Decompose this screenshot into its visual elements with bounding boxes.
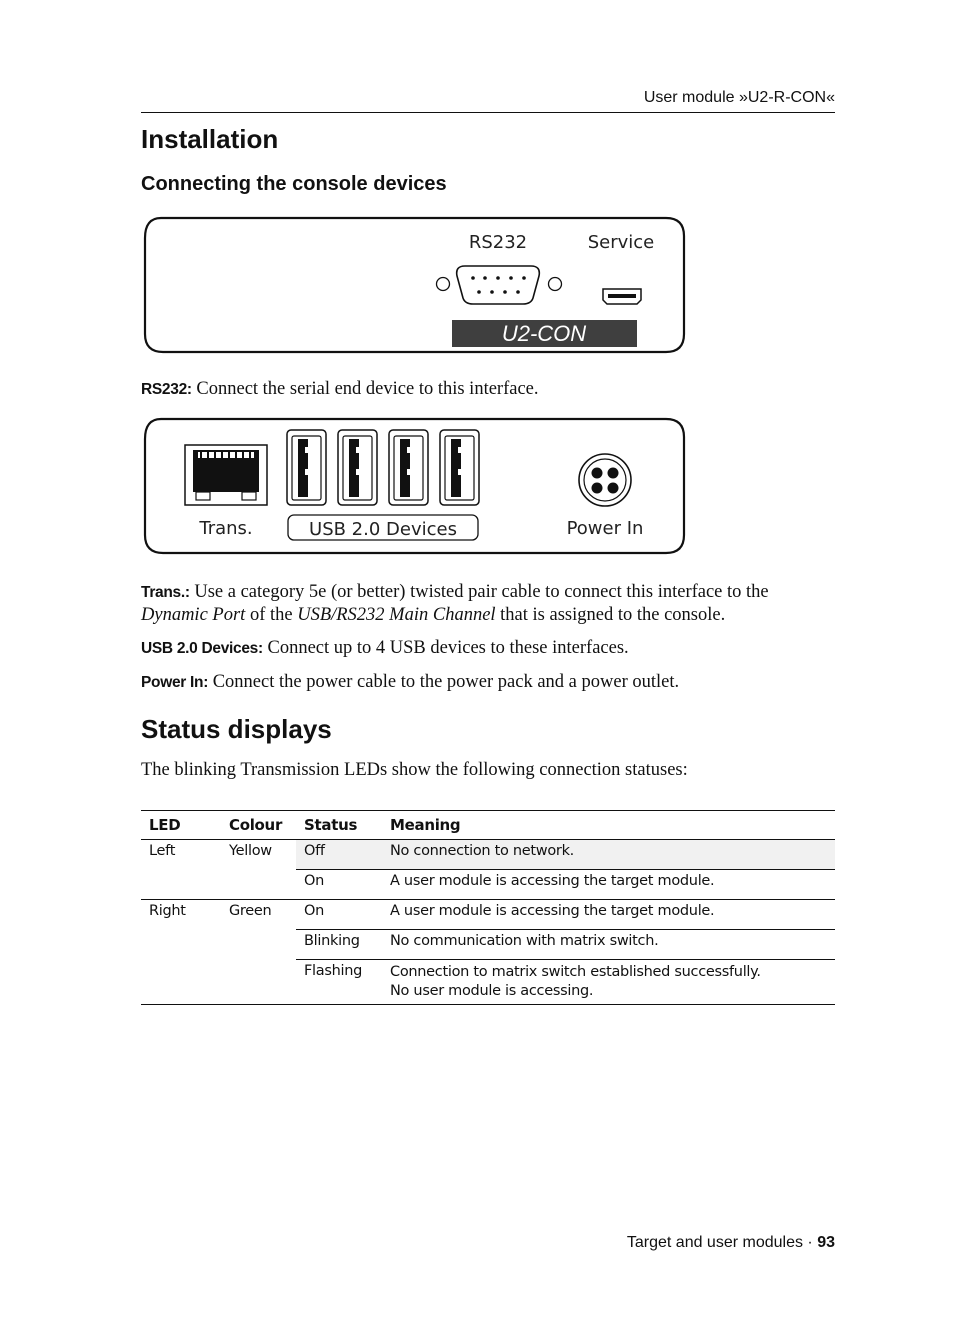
- status-cell: On: [296, 900, 382, 930]
- rs232-text: Connect the serial end device to this interface.: [191, 379, 539, 399]
- power-in-label: Power In: [566, 518, 644, 539]
- dynamic-port-term: Dynamic Port: [141, 605, 246, 625]
- meaning-line-2: No user module is accessing.: [390, 983, 594, 999]
- status-cell: Off: [296, 840, 382, 870]
- trans-description: [141, 581, 835, 626]
- usb-devices-label: USB 2.0 Devices: [309, 519, 457, 540]
- usb-ports-icon: [287, 430, 479, 505]
- header-rule: [141, 112, 835, 113]
- header-colour: Colour: [221, 811, 296, 840]
- power-term: Power In:: [141, 674, 209, 691]
- status-intro: The blinking Transmission LEDs show the following connection statuses:: [141, 760, 688, 780]
- meaning-cell: No connection to network.: [382, 840, 835, 870]
- header-meaning: Meaning: [382, 811, 835, 840]
- trans-label: Trans.: [199, 518, 253, 539]
- u2-con-label: U2-CON: [501, 321, 587, 346]
- table-header-row: [141, 811, 835, 840]
- led-left: Left: [141, 840, 221, 900]
- front-panel-diagram: [143, 216, 686, 356]
- status-cell: On: [296, 870, 382, 900]
- meaning-cell: A user module is accessing the target module.: [382, 900, 835, 930]
- rs232-term: RS232:: [141, 381, 192, 398]
- meaning-line-1: Connection to matrix switch established successfully.: [390, 964, 761, 980]
- power-text: Connect the power cable to the power pack and a power outlet.: [208, 672, 680, 692]
- rs232-port-icon: [437, 266, 562, 304]
- main-channel-term: USB/RS232 Main Channel: [297, 605, 496, 625]
- page-footer: [141, 1234, 835, 1252]
- meaning-cell: No communication with matrix switch.: [382, 930, 835, 960]
- section-heading-installation: Installation: [141, 124, 279, 154]
- power-in-connector-icon: [579, 454, 631, 506]
- trans-text-2: of the: [245, 605, 298, 625]
- colour-yellow: Yellow: [221, 840, 296, 900]
- trans-term: Trans.:: [141, 584, 190, 601]
- table-row: [141, 840, 835, 870]
- section-heading-status: Status displays: [141, 714, 332, 744]
- header-led: LED: [141, 811, 221, 840]
- service-label: Service: [587, 232, 655, 253]
- service-mini-usb-icon: [603, 289, 641, 304]
- rj45-port-icon: [185, 445, 267, 505]
- colour-green: Green: [221, 900, 296, 1005]
- led-right: Right: [141, 900, 221, 1005]
- rs232-label: RS232: [468, 232, 528, 253]
- status-cell: Blinking: [296, 930, 382, 960]
- power-description: [141, 671, 835, 694]
- trans-text-1: Use a category 5e (or better) twisted pair cable to connect this interface to the: [189, 582, 769, 602]
- usb-description: [141, 637, 835, 660]
- usb-term: USB 2.0 Devices:: [141, 640, 263, 657]
- usb-text: Connect up to 4 USB devices to these interfaces.: [262, 638, 629, 658]
- meaning-cell: [382, 960, 835, 1005]
- rear-panel-diagram: [143, 417, 686, 557]
- meaning-cell: A user module is accessing the target module.: [382, 870, 835, 900]
- page-number: 93: [817, 1234, 835, 1251]
- header-status: Status: [296, 811, 382, 840]
- led-status-table: [141, 810, 835, 1005]
- table-row: [141, 900, 835, 930]
- subheading-connecting-console: Connecting the console devices: [141, 173, 447, 195]
- footer-text: Target and user modules ·: [626, 1234, 818, 1251]
- rs232-description: [141, 378, 835, 401]
- running-header: User module »U2-R-CON«: [643, 89, 835, 106]
- trans-text-3: that is assigned to the console.: [495, 605, 726, 625]
- status-cell: Flashing: [296, 960, 382, 1005]
